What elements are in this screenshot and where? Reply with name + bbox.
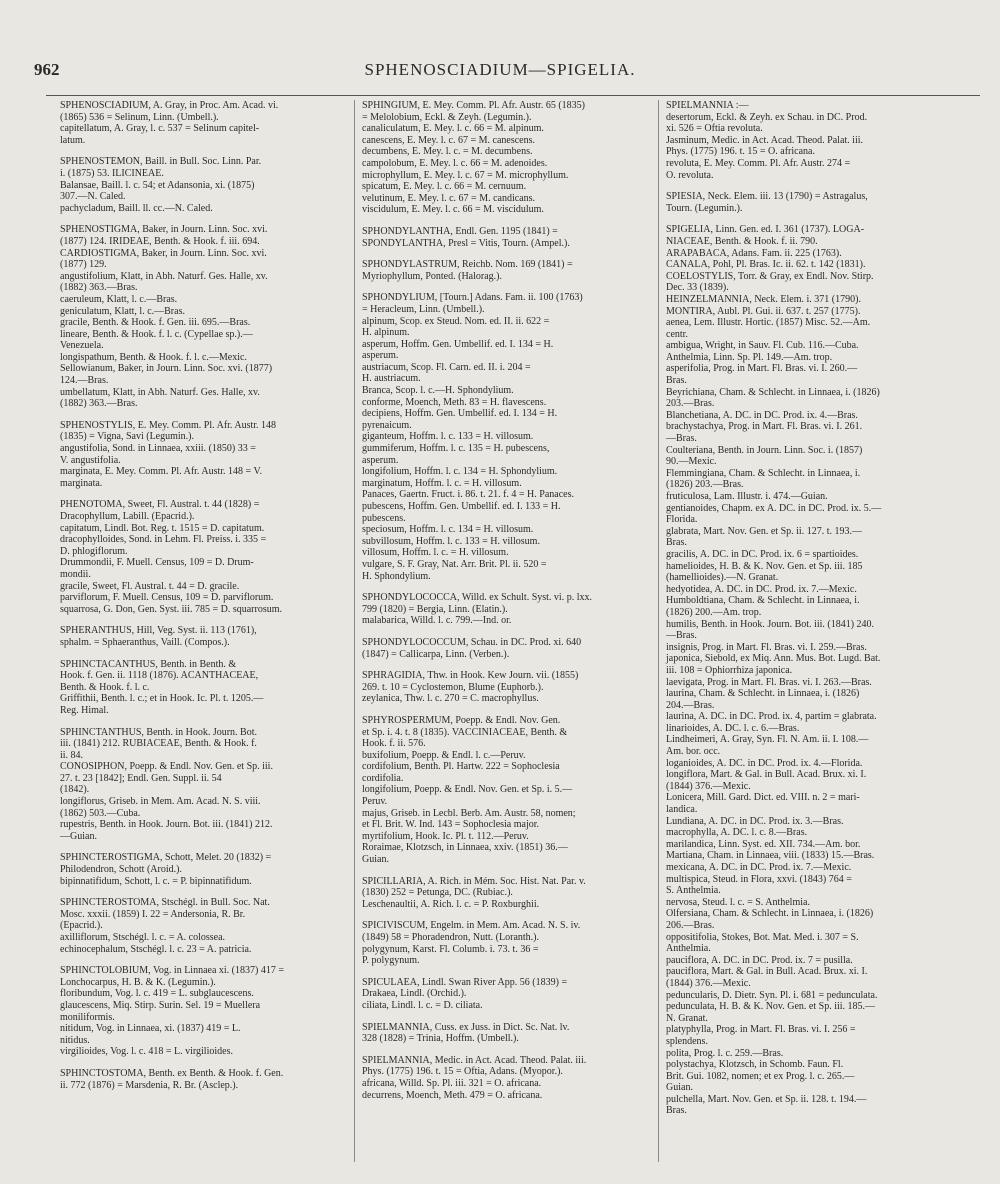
entry-line: centr. [666, 328, 688, 340]
entry-line: longifolium, Poepp. & Endl. Nov. Gen. et Sp. i. 5.— [362, 784, 573, 796]
entry-line: —Bras. [666, 630, 697, 642]
entry-line: revoluta, E. Mey. Comm. Pl. Afr. Austr. 274 = [666, 157, 851, 169]
entry-line: humilis, Benth. in Hook. Journ. Bot. iii. (1841) 240. [666, 618, 875, 630]
dictionary-entry [666, 100, 949, 181]
entry-line: et Fl. Brit. W. Ind. 143 = Sophoclesia major. [362, 819, 540, 831]
entry-line: nervosa, Steud. l. c. = S. Anthelmia. [666, 896, 810, 908]
entry-line: velutinum, E. Mey. l. c. 67 = M. candicans. [362, 192, 536, 204]
entry-line: Hook. f. ii. 576. [362, 738, 426, 750]
entry-line: conforme, Moench, Meth. 83 = H. flavescens. [362, 396, 547, 408]
entry-line: pauciflora, Mart. & Gal. in Bull. Acad. Brux. xi. I. [666, 966, 868, 978]
dictionary-entry [666, 191, 949, 214]
entry-line: Leschenaultii, A. Rich. l. c. = P. Roxburghii. [362, 898, 540, 910]
entry-line: malabarica, Willd. l. c. 799.—Ind. or. [362, 615, 512, 627]
entry-headline: SPICIVISCUM, Engelm. in Mem. Am. Acad. N. S. iv. [362, 920, 581, 932]
entry-line: glabrata, Mart. Nov. Gen. et Sp. ii. 127. t. 193.— [666, 525, 862, 537]
entry-line: (hamellioides).—N. Granat. [666, 572, 779, 584]
entry-headline: SPHENOSTIGMA, Baker, in Journ. Linn. Soc. xvi. [60, 224, 268, 236]
entry-line: = Heracleum, Linn. (Umbell.). [362, 303, 485, 315]
entry-line: nitidum, Vog. in Linnaea, xi. (1837) 419 = L. [60, 1023, 241, 1035]
entry-line: (1830) 252 = Petunga, DC. (Rubiac.). [362, 887, 513, 899]
entry-line: villosum, Hoffm. l. c. = H. villosum. [362, 547, 509, 559]
entry-line: canaliculatum, E. Mey. l. c. 66 = M. alpinum. [362, 123, 544, 135]
entry-line: macrophylla, A. DC. l. c. 8.—Bras. [666, 827, 808, 839]
entry-line: Philodendron, Schott (Aroid.). [60, 864, 182, 876]
entry-line: Florida. [666, 514, 698, 526]
entry-line: 206.—Bras. [666, 919, 715, 931]
entry-line: Roraimae, Klotzsch, in Linnaea, xxiv. (1851) 36.— [362, 842, 568, 854]
entry-line: speciosum, Hoffm. l. c. 134 = H. villosum. [362, 524, 534, 536]
entry-line: bipinnatifidum, Schott, l. c. = P. bipinnatifidum. [60, 875, 252, 887]
entry-line: NIACEAE, Benth. & Hook. f. ii. 790. [666, 235, 818, 247]
entry-line: (1842). [60, 784, 90, 796]
entry-line: (1844) 376.—Mexic. [666, 977, 751, 989]
dictionary-entry [362, 670, 645, 705]
entry-line: 27. t. 23 [1842]; Endl. Gen. Suppl. ii. 54 [60, 772, 222, 784]
entry-headline: SPICULAEA, Lindl. Swan River App. 56 (1839) = [362, 976, 568, 988]
entry-line: zeylanica, Thw. l. c. 270 = C. macrophyllus. [362, 693, 539, 705]
dictionary-entry [60, 100, 343, 146]
entry-line: umbellatum, Klatt, in Abh. Naturf. Ges. Halle, xv. [60, 386, 260, 398]
entry-line: 269. t. 10 = Cyclostemon, Blume (Euphorb.). [362, 681, 544, 693]
entry-line: Anthelmia, Linn. Sp. Pl. 149.—Am. trop. [666, 351, 833, 363]
entry-line: latum. [60, 134, 86, 146]
entry-line: vulgare, S. F. Gray, Nat. Arr. Brit. Pl. ii. 520 = [362, 558, 547, 570]
entry-line: alpinum, Scop. ex Steud. Nom. ed. II. ii. 622 = [362, 315, 550, 327]
entry-line: Coulteriana, Benth. in Journ. Linn. Soc. i. (1857) [666, 444, 863, 456]
entry-line: decipiens, Hoffm. Gen. Umbellif. ed. I. 134 = H. [362, 408, 558, 420]
entry-line: Anthelmia. [666, 943, 711, 955]
entry-line: spicatum, E. Mey. l. c. 66 = M. cernuum. [362, 181, 527, 193]
entry-line: Griffithii, Benth. l. c.; et in Hook. Ic. Pl. t. 1205.— [60, 693, 264, 705]
dictionary-entry [362, 1022, 645, 1045]
entry-line: V. angustifolia. [60, 454, 121, 466]
entry-line: sphalm. = Sphaeranthus, Vaill. (Compos.). [60, 636, 230, 648]
dictionary-entry [60, 659, 343, 717]
entry-line: lineare, Benth. & Hook. f. l. c. (Cypellae sp.).— [60, 328, 253, 340]
dictionary-entry [362, 637, 645, 660]
entry-line: (1835) = Vigna, Savi (Legumin.). [60, 431, 194, 443]
entry-line: Lundiana, A. DC. in DC. Prod. ix. 3.—Bras. [666, 815, 844, 827]
entry-line: Tourn. (Legumin.). [666, 202, 743, 214]
entry-line: D. phlogiflorum. [60, 545, 128, 557]
entry-line: Bras. [666, 375, 687, 387]
column-divider [658, 100, 659, 1162]
entry-line: austriacum, Scop. Fl. Carn. ed. II. i. 204 = [362, 361, 531, 373]
entry-line: ciliata, Lindl. l. c. = D. ciliata. [362, 999, 483, 1011]
entry-line: polita, Prog. l. c. 259.—Bras. [666, 1047, 784, 1059]
entry-headline: SPHONDYLOCOCCUM, Schau. in DC. Prod. xi. 640 [362, 636, 582, 648]
entry-headline: SPHONDYLIUM, [Tourn.] Adans. Fam. ii. 100 (1763) [362, 292, 583, 304]
entry-headline: SPHENOSTYLIS, E. Mey. Comm. Pl. Afr. Austr. 148 [60, 419, 277, 431]
entry-headline: SPHENOSCIADIUM, A. Gray, in Proc. Am. Acad. vi. [60, 100, 279, 111]
entry-line: Branca, Scop. l. c.—H. Sphondylium. [362, 385, 514, 397]
entry-line: CONOSIPHON, Poepp. & Endl. Nov. Gen. et Sp. iii. [60, 761, 273, 773]
entry-line: (1826) 203.—Bras. [666, 479, 744, 491]
entry-line: Benth. & Hook. f. l. c. [60, 681, 150, 693]
entry-line: mexicana, A. DC. in DC. Prod. ix. 7.—Mexic. [666, 862, 852, 873]
entry-headline: PHENOTOMA, Sweet, Fl. Austral. t. 44 (1828) = [60, 499, 260, 511]
column-1 [60, 100, 343, 1101]
dictionary-entry [362, 226, 645, 249]
dictionary-entry [60, 897, 343, 955]
entry-line: Lonchocarpus, H. B. & K. (Legumin.). [60, 976, 216, 988]
entry-line: cordifolium, Benth. Pl. Hartw. 222 = Sophoclesia [362, 761, 560, 773]
entry-line: Hook. f. Gen. ii. 1118 (1876). ACANTHACEAE, [60, 670, 259, 682]
entry-headline: SPHYROSPERMUM, Poepp. & Endl. Nov. Gen. [362, 714, 561, 726]
entry-line: (1877) 124. IRIDEAE, Benth. & Hook. f. iii. 694. [60, 235, 260, 247]
entry-line: marilandica, Linn. Syst. ed. XII. 734.—Am. bor. [666, 838, 861, 850]
entry-line: gracilis, A. DC. in DC. Prod. ix. 6 = spartioides. [666, 548, 859, 560]
entry-line: landica. [666, 804, 698, 816]
entry-line: majus, Griseb. in Lecbl. Berb. Am. Austr. 58, nomen; [362, 807, 576, 819]
entry-line: i. (1875) 53. ILICINEAE. [60, 167, 164, 179]
entry-line: Peruv. [362, 796, 388, 808]
entry-line: myrtifolium, Hook. Ic. Pl. t. 112.—Peruv. [362, 830, 529, 842]
entry-line: CARDIOSTIGMA, Baker, in Journ. Linn. Soc. xvi. [60, 247, 267, 259]
entry-line: microphyllum, E. Mey. l. c. 67 = M. microphyllum. [362, 169, 569, 181]
entry-headline: SPHINCTANTHUS, Benth. in Hook. Journ. Bot. [60, 726, 257, 738]
entry-line: buxifolium, Poepp. & Endl. l. c.—Peruv. [362, 749, 526, 761]
entry-line: capitatum, Lindl. Bot. Reg. t. 1515 = D. capitatum. [60, 522, 265, 534]
entry-line: Guian. [666, 1082, 693, 1094]
entry-line: hedyotidea, A. DC. in DC. Prod. ix. 7.—Mexic. [666, 583, 857, 595]
entry-line: asperifolia, Prog. in Mart. Fl. Bras. vi. I. 260.— [666, 363, 858, 375]
entry-line: laurina, A. DC. in DC. Prod. ix. 4, partim = glabrata. [666, 711, 877, 723]
dictionary-entry [60, 852, 343, 887]
entry-line: 204.—Bras. [666, 699, 715, 711]
entry-line: axilliflorum, Stschégl. l. c. = A. colossea. [60, 932, 226, 943]
entry-line: CANALA, Pohl, Pl. Bras. Ic. ii. 62. t. 142 (1831). [666, 259, 866, 271]
entry-line: Blanchetiana, A. DC. in DC. Prod. ix. 4.—Bras. [666, 409, 858, 421]
entry-line: Mosc. xxxii. (1859) I. 22 = Andersonia, R. Br. [60, 908, 246, 920]
entry-line: moniliformis. [60, 1011, 115, 1023]
entry-line: —Guian. [60, 830, 97, 842]
entry-line: decurrens, Moench, Meth. 479 = O. africana. [362, 1089, 543, 1101]
entry-line: Panaces, Gaertn. Fruct. i. 86. t. 21. f. 4 = H. Panaces. [362, 489, 574, 501]
entry-line: ii. 772 (1876) = Marsdenia, R. Br. (Asclep.). [60, 1079, 239, 1091]
entry-headline: SPHONDYLASTRUM, Reichb. Nom. 169 (1841) = [362, 259, 573, 271]
entry-line: multispica, Steud. in Flora, xxvi. (1843) 764 = [666, 873, 852, 885]
entry-line: xi. 526 = Oftia revoluta. [666, 123, 763, 135]
entry-line: ARAPABACA, Adans. Fam. ii. 225 (1763). [666, 247, 842, 259]
dictionary-entry [362, 715, 645, 866]
entry-headline: SPHENOSTEMON, Baill. in Bull. Soc. Linn. Par. [60, 156, 262, 168]
entry-headline: SPHINGIUM, E. Mey. Comm. Pl. Afr. Austr. 65 (1835) [362, 100, 585, 111]
entry-line: N. Granat. [666, 1012, 708, 1024]
entry-line: ambigua, Wright, in Sauv. Fl. Cub. 116.—Cuba. [666, 340, 859, 352]
entry-line: polygynum, Karst. Fl. Columb. i. 73. t. 36 = [362, 943, 539, 955]
column-2 [362, 100, 645, 1111]
entry-line: parviflorum, F. Muell. Census, 109 = D. parviflorum. [60, 592, 274, 604]
entry-line: echinocephalum, Stschégl. l. c. 23 = A. patricia. [60, 943, 252, 955]
entry-line: ii. 84. [60, 749, 84, 761]
entry-line: Sellowianum, Baker, in Journ. Linn. Soc. xvi. (1877) [60, 363, 273, 375]
entry-headline: SPHINCTOLOBIUM, Vog. in Linnaea xi. (1837) 417 = [60, 965, 284, 977]
entry-headline: SPIESIA, Neck. Elem. iii. 13 (1790) = Astragalus, [666, 191, 868, 203]
entry-line: angustifolia, Sond. in Linnaea, xxiii. (1850) 33 = [60, 443, 256, 455]
entry-line: polystachya, Klotzsch, in Schomb. Faun. Fl. [666, 1059, 844, 1071]
entry-line: desertorum, Eckl. & Zeyh. ex Schau. in DC. Prod. [666, 111, 868, 123]
entry-headline: SPICILLARIA, A. Rich. in Mém. Soc. Hist. Nat. Par. v. [362, 875, 586, 887]
entry-line: iii. (1841) 212. RUBIACEAE, Benth. & Hook. f. [60, 738, 257, 750]
dictionary-entry [362, 100, 645, 216]
entry-line: Dec. 33 (1839). [666, 282, 729, 294]
entry-line: laurina, Cham. & Schlecht. in Linnaea, i. (1826) [666, 688, 860, 700]
dictionary-entry [362, 977, 645, 1012]
entry-line: pubescens. [362, 512, 406, 524]
entry-line: caeruleum, Klatt, l. c.—Bras. [60, 293, 178, 305]
entry-headline: SPHONDYLANTHA, Endl. Gen. 1195 (1841) = [362, 225, 558, 237]
entry-line: loganioides, A. DC. in DC. Prod. ix. 4.—Florida. [666, 757, 863, 769]
entry-line: et Sp. i. 4. t. 8 (1835). VACCINIACEAE, Benth. & [362, 726, 568, 738]
entry-headline: SPIELMANNIA :— [666, 100, 749, 111]
entry-line: gracile, Benth. & Hook. f. Gen. iii. 695.—Bras. [60, 317, 251, 329]
entry-line: (1826) 200.—Am. trop. [666, 606, 762, 618]
entry-line: rupestris, Benth. in Hook. Journ. Bot. iii. (1841) 212. [60, 819, 273, 831]
entry-line: Venezuela. [60, 340, 104, 352]
entry-line: subvillosum, Hoffm. l. c. 133 = H. villosum. [362, 535, 540, 547]
entry-headline: SPHINCTOSTOMA, Benth. ex Benth. & Hook. f. Gen. [60, 1067, 284, 1079]
entry-line: longifolium, Hoffm. l. c. 134 = H. Sphondylium. [362, 466, 558, 478]
dictionary-entry [60, 625, 343, 648]
entry-line: gummiferum, Hoffm. l. c. 135 = H. pubescens, [362, 443, 550, 455]
entry-line: Phys. (1775) 196. t. 15 = Oftia, Adans. (Myopor.). [362, 1066, 563, 1078]
entry-line: (1865) 536 = Selinum, Linn. (Umbell.). [60, 111, 219, 123]
entry-line: P. polygynum. [362, 955, 420, 967]
entry-line: = Melolobium, Eckl. & Zeyh. (Legumin.). [362, 111, 532, 123]
dictionary-entry [60, 1068, 343, 1091]
entry-line: H. alpinum. [362, 327, 410, 339]
entry-line: Bras. [666, 537, 687, 549]
entry-headline: SPIGELIA, Linn. Gen. ed. I. 361 (1737). LOGA- [666, 224, 865, 236]
entry-line: viscidulum, E. Mey. l. c. 66 = M. viscidulum. [362, 204, 544, 216]
entry-line: Balansae, Baill. l. c. 54; et Adansonia, xi. (1875) [60, 179, 255, 191]
entry-line: japonica, Siebold, ex Miq. Ann. Mus. Bot. Lugd. Bat. [666, 653, 881, 665]
entry-line: longiflorus, Griseb. in Mem. Am. Acad. N. S. viii. [60, 796, 261, 808]
entry-line: pubescens, Hoffm. Gen. Umbellif. ed. I. 133 = H. [362, 501, 561, 512]
dictionary-entry [60, 156, 343, 214]
entry-line: marginata. [60, 477, 103, 489]
entry-line: Humboldtiana, Cham. & Schlecht. in Linnaea, i. [666, 595, 860, 607]
entry-line: asperum. [362, 454, 399, 466]
dictionary-entry [666, 224, 949, 1117]
entry-headline: SPHERANTHUS, Hill, Veg. Syst. ii. 113 (1761), [60, 625, 257, 637]
entry-line: giganteum, Hoffm. l. c. 133 = H. villosum. [362, 431, 534, 443]
entry-line: Lonicera, Mill. Gard. Dict. ed. VIII. n. 2 = mari- [666, 792, 860, 804]
entry-line: Drummondii, F. Muell. Census, 109 = D. Drum- [60, 557, 254, 569]
entry-line: (1877) 129. [60, 259, 107, 271]
entry-line: capitellatum, A. Gray, l. c. 537 = Selinum capitel- [60, 123, 260, 135]
entry-line: dracophylloides, Sond. in Lehm. Fl. Preiss. i. 335 = [60, 534, 267, 546]
entry-line: africana, Willd. Sp. Pl. iii. 321 = O. africana. [362, 1077, 542, 1089]
entry-line: Am. bor. occ. [666, 746, 721, 758]
entry-line: 90.—Mexic. [666, 456, 717, 468]
entry-line: iii. 108 = Ophiorrhiza japonica. [666, 664, 793, 676]
entry-line: (1849) 58 = Phoradendron, Nutt. (Loranth.). [362, 932, 539, 943]
entry-line: campolobum, E. Mey. l. c. 66 = M. adenoides. [362, 157, 548, 169]
entry-line: (1844) 376.—Mexic. [666, 780, 751, 792]
entry-line: asperum. [362, 350, 399, 362]
dictionary-entry [362, 592, 645, 627]
entry-line: squarrosa, G. Don, Gen. Syst. iii. 785 = D. squarrosum. [60, 603, 283, 615]
entry-line: Brit. Gui. 1082, nomen; et ex Prog. l. c. 265.— [666, 1070, 855, 1082]
dictionary-entry [362, 1055, 645, 1101]
entry-line: Jasminum, Medic. in Act. Acad. Theod. Palat. iii. [666, 134, 864, 146]
entry-headline: SPHINCTEROSTOMA, Stschégl. in Bull. Soc. Nat. [60, 897, 270, 909]
entry-line: pachycladum, Baill. ll. cc.—N. Caled. [60, 202, 213, 214]
column-divider [354, 100, 355, 1162]
dictionary-entry [60, 499, 343, 615]
entry-line: hamelioides, H. B. & K. Nov. Gen. et Sp. iii. 185 [666, 560, 863, 572]
entry-line: 307.—N. Caled. [60, 191, 126, 203]
entry-line: 203.—Bras. [666, 398, 715, 410]
entry-line: pyrenaicum. [362, 419, 412, 431]
entry-line: 799 (1820) = Bergia, Linn. (Elatin.). [362, 603, 508, 615]
entry-line: longiflora, Mart. & Gal. in Bull. Acad. Brux. xi. I. [666, 769, 867, 781]
entry-line: pulchella, Mart. Nov. Gen. et Sp. ii. 128. t. 194.— [666, 1093, 867, 1105]
page-title: SPHENOSCIADIUM—SPIGELIA. [364, 60, 636, 79]
entry-line: aenea, Lem. Illustr. Hortic. (1857) Misc. 52.—Am. [666, 317, 871, 329]
entry-line: O. revoluta. [666, 169, 714, 181]
page-number: 962 [34, 60, 60, 79]
entry-line: linarioides, A. DC. l. c. 6.—Bras. [666, 722, 800, 734]
entry-line: insignis, Prog. in Mart. Fl. Bras. vi. I. 259.—Bras. [666, 641, 867, 653]
entry-line: nitidus. [60, 1034, 90, 1046]
entry-line: brachystachya, Prog. in Mart. Fl. Bras. vi. I. 261. [666, 421, 863, 433]
entry-line: (1882) 363.—Bras. [60, 282, 138, 294]
entry-line: asperum, Hoffm. Gen. Umbellif. ed. I. 134 = H. [362, 338, 554, 350]
entry-line: splendens. [666, 1035, 708, 1047]
dictionary-entry [362, 920, 645, 966]
dictionary-entry [60, 224, 343, 410]
entry-headline: SPHONDYLOCOCCA, Willd. ex Schult. Syst. vi. p. lxx. [362, 592, 592, 604]
dictionary-entry [362, 876, 645, 911]
entry-line: marginatum, Hoffm. l. c. = H. villosum. [362, 477, 522, 489]
entry-headline: SPHRAGIDIA, Thw. in Hook. Kew Journ. vii. (1855) [362, 670, 579, 682]
entry-line: Guian. [362, 854, 389, 866]
entry-line: 328 (1828) = Trinia, Hoffm. (Umbell.). [362, 1033, 519, 1045]
entry-line: peduncularis, D. Dietr. Syn. Pl. i. 681 = pedunculata. [666, 989, 878, 1001]
entry-line: Martiana, Cham. in Linnaea, viii. (1833) 15.—Bras. [666, 850, 875, 862]
entry-line: gracile, Sweet, Fl. Austral. t. 44 = D. gracile. [60, 580, 240, 592]
entry-line: (1862) 503.—Cuba. [60, 807, 141, 819]
entry-line: (1847) = Callicarpa, Linn. (Verben.). [362, 648, 510, 660]
entry-line: canescens, E. Mey. l. c. 67 = M. canescens. [362, 134, 535, 146]
entry-line: laevigata, Prog. in Mart. Fl. Bras. vi. I. 263.—Bras. [666, 676, 872, 688]
entry-line: longispathum, Benth. & Hook. f. l. c.—Mexic. [60, 351, 247, 363]
entry-line: COELOSTYLIS, Torr. & Gray, ex Endl. Nov. Stirp. [666, 270, 874, 282]
entry-line: Phys. (1775) 196. t. 15 = O. africana. [666, 146, 815, 158]
dictionary-entry [362, 292, 645, 582]
entry-line: floribundum, Vog. l. c. 419 = L. subglaucescens. [60, 988, 254, 1000]
dictionary-entry [60, 727, 343, 843]
entry-line: MONTIRA, Aubl. Pl. Gui. ii. 637. t. 257 (1775). [666, 305, 861, 317]
entry-line: marginata, E. Mey. Comm. Pl. Afr. Austr. 148 = V. [60, 466, 262, 478]
entry-line: Beyrichiana, Cham. & Schlecht. in Linnaea, i. (1826) [666, 386, 880, 398]
entry-line: Bras. [666, 1105, 687, 1117]
entry-headline: SPIELMANNIA, Medic. in Act. Acad. Theod. Palat. iii. [362, 1054, 587, 1066]
entry-line: cordifolia. [362, 772, 404, 784]
entry-line: pedunculata, H. B. & K. Nov. Gen. et Sp. iii. 185.— [666, 1001, 876, 1013]
entry-line: Reg. Himal. [60, 704, 109, 716]
entry-line: oppositifolia, Stokes, Bot. Mat. Med. i. 307 = S. [666, 931, 859, 943]
entry-line: Drakaea, Lindl. (Orchid.). [362, 988, 467, 1000]
dictionary-entry [60, 420, 343, 490]
entry-line: S. Anthelmia. [666, 885, 721, 897]
dictionary-entry [362, 259, 645, 282]
entry-line: mondii. [60, 568, 91, 580]
entry-line: HEINZELMANNIA, Neck. Elem. i. 371 (1790). [666, 293, 861, 305]
entry-headline: SPHINCTEROSTIGMA, Schott, Melet. 20 (1832) = [60, 852, 272, 864]
entry-headline: SPIELMANNIA, Cuss. ex Juss. in Dict. Sc. Nat. lv. [362, 1021, 570, 1033]
entry-line: Lindheimeri, A. Gray, Syn. Fl. N. Am. ii. I. 108.— [666, 734, 869, 746]
entry-line: geniculatum, Klatt, l. c.—Bras. [60, 305, 185, 317]
entry-line: Dracophyllum, Labill. (Epacrid.). [60, 511, 195, 522]
entry-line: gentianoides, Chapm. ex A. DC. in DC. Prod. ix. 5.— [666, 502, 882, 514]
dictionary-entry [60, 965, 343, 1058]
entry-line: (1882) 363.—Bras. [60, 398, 138, 410]
entry-line: pauciflora, A. DC. in DC. Prod. ix. 7 = pusilla. [666, 954, 853, 966]
entry-line: virgilioides, Vog. l. c. 418 = L. virgilioides. [60, 1046, 233, 1058]
entry-line: H. austriacum. [362, 373, 421, 385]
entry-line: decumbens, E. Mey. l. c. = M. decumbens. [362, 146, 533, 158]
entry-line: angustifolium, Klatt, in Abh. Naturf. Ges. Halle, xv. [60, 270, 268, 282]
entry-line: —Bras. [666, 433, 697, 445]
entry-line: Myriophyllum, Ponted. (Halorag.). [362, 270, 502, 282]
entry-line: glaucescens, Miq. Stirp. Surin. Sel. 19 = Muellera [60, 999, 261, 1011]
entry-line: Flemmingiana, Cham. & Schlecht. in Linnaea, i. [666, 467, 861, 479]
entry-line: 124.—Bras. [60, 375, 109, 387]
entry-headline: SPHINCTACANTHUS, Benth. in Benth. & [60, 658, 237, 670]
entry-line: fruticulosa, Lam. Illustr. i. 474.—Guian. [666, 491, 828, 502]
entry-line: H. Sphondylium. [362, 570, 431, 582]
entry-line: Olfersiana, Cham. & Schlecht. in Linnaea, i. (1826) [666, 908, 874, 920]
header-rule [46, 95, 980, 96]
entry-line: (Epacrid.). [60, 920, 103, 932]
entry-line: platyphylla, Prog. in Mart. Fl. Bras. vi. I. 256 = [666, 1024, 856, 1036]
column-3 [666, 100, 949, 1127]
entry-line: SPONDYLANTHA, Presl = Vitis, Tourn. (Ampel.). [362, 237, 570, 249]
